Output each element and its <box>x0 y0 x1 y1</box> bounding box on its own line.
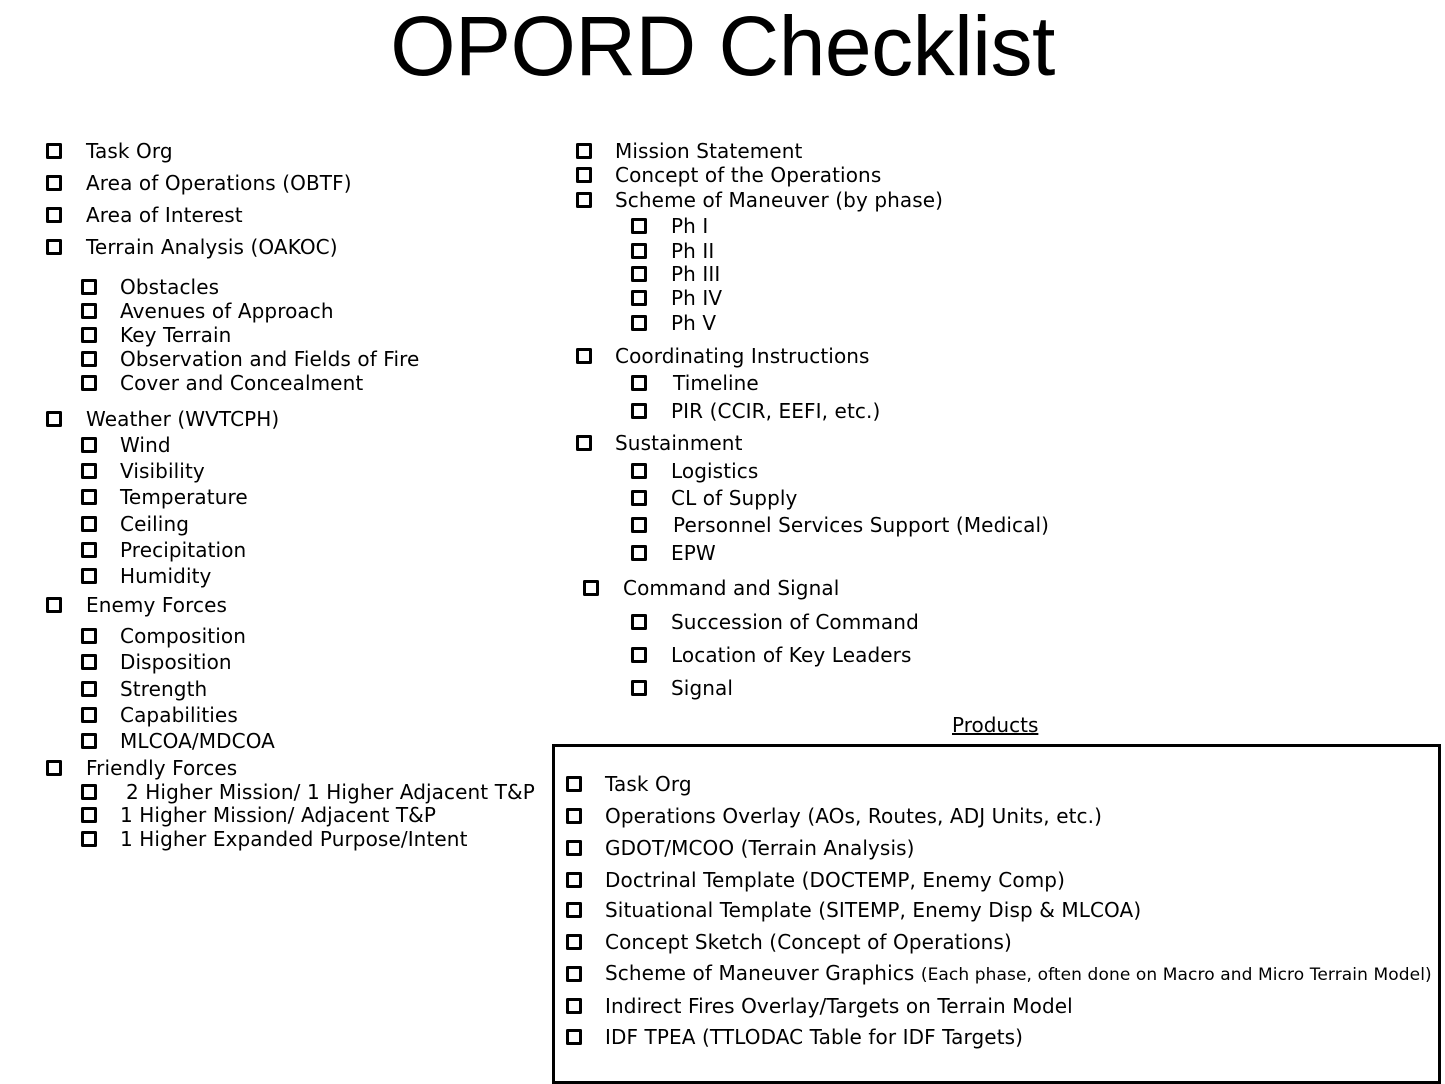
item-label: Doctrinal Template (DOCTEMP, Enemy Comp) <box>605 868 1065 892</box>
item-label: Command and Signal <box>623 576 840 600</box>
checkbox-icon[interactable] <box>631 545 647 561</box>
item-label: Task Org <box>86 139 173 163</box>
checkbox-icon[interactable] <box>81 279 97 295</box>
item-label: EPW <box>671 541 716 565</box>
item-label: Friendly Forces <box>86 756 238 780</box>
item-label: Personnel Services Support (Medical) <box>673 513 1050 537</box>
checklist-item-terrain-analysis[interactable] <box>46 234 338 260</box>
checklist-subitem[interactable] <box>81 458 205 484</box>
item-label: 1 Higher Expanded Purpose/Intent <box>120 827 468 851</box>
item-label: Visibility <box>120 459 205 483</box>
product-item[interactable] <box>566 929 1012 955</box>
checklist-item-friendly-forces[interactable] <box>46 755 237 781</box>
item-label: 1 Higher Mission/ Adjacent T&P <box>120 803 437 827</box>
checkbox-icon[interactable] <box>46 239 62 255</box>
item-label <box>605 960 1432 988</box>
checkbox-icon[interactable] <box>631 218 647 234</box>
item-label: Wind <box>120 433 171 457</box>
checkbox-icon[interactable] <box>81 463 97 479</box>
checkbox-icon[interactable] <box>81 807 97 823</box>
checklist-item-weather[interactable] <box>46 406 279 432</box>
item-label: Mission Statement <box>615 139 803 163</box>
checkbox-icon[interactable] <box>46 175 62 191</box>
checkbox-icon[interactable] <box>81 542 97 558</box>
checklist-subitem[interactable] <box>631 213 708 239</box>
checklist-subitem[interactable] <box>81 511 189 537</box>
checkbox-icon[interactable] <box>631 647 647 663</box>
item-label: Cover and Concealment <box>120 371 364 395</box>
checklist-item-task-org[interactable] <box>46 138 173 164</box>
product-item[interactable] <box>566 961 1432 987</box>
product-item[interactable] <box>566 835 915 861</box>
checklist-subitem[interactable] <box>81 274 219 300</box>
checklist-subitem[interactable] <box>81 432 171 458</box>
checkbox-icon[interactable] <box>81 516 97 532</box>
checkbox-icon[interactable] <box>631 614 647 630</box>
checklist-subitem[interactable] <box>81 802 436 828</box>
checkbox-icon[interactable] <box>631 517 647 533</box>
checklist-item-enemy-forces[interactable] <box>46 592 227 618</box>
checkbox-icon[interactable] <box>576 143 592 159</box>
products-heading: Products <box>952 713 1039 737</box>
checkbox-icon[interactable] <box>566 966 582 982</box>
item-label: Avenues of Approach <box>120 299 334 323</box>
checkbox-icon[interactable] <box>81 327 97 343</box>
item-label: Temperature <box>120 485 248 509</box>
item-label: Ph IV <box>671 286 723 310</box>
item-label: Logistics <box>671 459 759 483</box>
checkbox-icon[interactable] <box>576 192 592 208</box>
item-label: Situational Template (SITEMP, Enemy Disp & MLCOA) <box>605 898 1142 922</box>
product-item[interactable] <box>566 897 1141 923</box>
checkbox-icon[interactable] <box>631 680 647 696</box>
checkbox-icon[interactable] <box>46 411 62 427</box>
checklist-subitem[interactable] <box>81 676 207 702</box>
checklist-subitem[interactable] <box>631 398 880 424</box>
item-label: CL of Supply <box>671 486 798 510</box>
checkbox-icon[interactable] <box>631 403 647 419</box>
checklist-subitem[interactable] <box>81 563 211 589</box>
checkbox-icon[interactable] <box>631 243 647 259</box>
checkbox-icon[interactable] <box>631 463 647 479</box>
checklist-item-command-and-signal[interactable] <box>583 575 839 601</box>
checkbox-icon[interactable] <box>81 681 97 697</box>
item-label: Operations Overlay (AOs, Routes, ADJ Units, etc.) <box>605 804 1103 828</box>
checkbox-icon[interactable] <box>576 167 592 183</box>
checkbox-icon[interactable] <box>46 207 62 223</box>
checkbox-icon[interactable] <box>631 266 647 282</box>
checklist-subitem[interactable] <box>81 826 468 852</box>
checklist-subitem[interactable] <box>81 537 246 563</box>
checkbox-icon[interactable] <box>81 654 97 670</box>
checkbox-icon[interactable] <box>81 568 97 584</box>
item-label: Terrain Analysis (OAKOC) <box>86 235 338 259</box>
item-label: Coordinating Instructions <box>615 344 870 368</box>
checklist-subitem[interactable] <box>631 609 919 635</box>
scheme-graphics-note: (Each phase, often done on Macro and Micro Terrain Model) <box>920 965 1432 985</box>
item-label: Observation and Fields of Fire <box>120 347 420 371</box>
item-label: Obstacles <box>120 275 220 299</box>
checkbox-icon[interactable] <box>81 351 97 367</box>
item-label: GDOT/MCOO (Terrain Analysis) <box>605 836 915 860</box>
item-label: Concept of the Operations <box>615 163 882 187</box>
checklist-item-sustainment[interactable] <box>576 430 743 456</box>
checkbox-icon[interactable] <box>81 489 97 505</box>
checkbox-icon[interactable] <box>566 902 582 918</box>
checklist-subitem[interactable] <box>631 310 716 336</box>
item-label: Concept Sketch (Concept of Operations) <box>605 930 1012 954</box>
checklist-subitem[interactable] <box>81 346 419 372</box>
checkbox-icon[interactable] <box>566 998 582 1014</box>
checkbox-icon[interactable] <box>631 375 647 391</box>
item-label: Signal <box>671 676 734 700</box>
checkbox-icon[interactable] <box>566 840 582 856</box>
checkbox-icon[interactable] <box>631 490 647 506</box>
checklist-subitem[interactable] <box>81 484 248 510</box>
checkbox-icon[interactable] <box>566 1029 582 1045</box>
checklist-subitem[interactable] <box>81 322 231 348</box>
checklist-subitem[interactable] <box>631 540 716 566</box>
product-item[interactable] <box>566 771 692 797</box>
checklist-item-area-of-interest[interactable] <box>46 202 243 228</box>
checkbox-icon[interactable] <box>566 776 582 792</box>
checklist-subitem[interactable] <box>81 649 232 675</box>
item-label: MLCOA/MDCOA <box>120 729 275 753</box>
checklist-item-concept-of-operations[interactable] <box>576 162 881 188</box>
checkbox-icon[interactable] <box>81 784 97 800</box>
item-label: Capabilities <box>120 703 238 727</box>
item-label: Ph V <box>671 311 717 335</box>
item-label: Key Terrain <box>120 323 232 347</box>
item-label: Humidity <box>120 564 212 588</box>
item-label: Precipitation <box>120 538 247 562</box>
item-label: Location of Key Leaders <box>671 643 912 667</box>
checkbox-icon[interactable] <box>631 315 647 331</box>
checklist-subitem[interactable] <box>631 285 722 311</box>
checklist-item-mission-statement[interactable] <box>576 138 802 164</box>
item-label: IDF TPEA (TTLODAC Table for IDF Targets) <box>605 1025 1024 1049</box>
checkbox-icon[interactable] <box>566 872 582 888</box>
checklist-subitem[interactable] <box>81 298 334 324</box>
item-label: Sustainment <box>615 431 743 455</box>
checklist-subitem[interactable] <box>631 458 758 484</box>
item-label: Indirect Fires Overlay/Targets on Terrain Model <box>605 994 1073 1018</box>
checkbox-icon[interactable] <box>46 597 62 613</box>
checkbox-icon[interactable] <box>81 303 97 319</box>
checklist-subitem[interactable] <box>631 642 912 668</box>
checklist-subitem[interactable] <box>81 702 238 728</box>
item-label: PIR (CCIR, EEFI, etc.) <box>671 399 881 423</box>
checkbox-icon[interactable] <box>576 435 592 451</box>
page-title: OPORD Checklist <box>390 0 1055 93</box>
checkbox-icon[interactable] <box>81 437 97 453</box>
checkbox-icon[interactable] <box>631 290 647 306</box>
checklist-subitem[interactable] <box>81 370 363 396</box>
checklist-subitem[interactable] <box>81 728 275 754</box>
checklist-subitem[interactable] <box>631 675 733 701</box>
item-label: Ph III <box>671 262 721 286</box>
checklist-subitem[interactable] <box>631 485 797 511</box>
checklist-subitem[interactable] <box>631 512 1049 538</box>
item-label: Area of Operations (OBTF) <box>86 171 352 195</box>
product-item[interactable] <box>566 867 1065 893</box>
checklist-item-coordinating-instructions[interactable] <box>576 343 870 369</box>
checkbox-icon[interactable] <box>81 831 97 847</box>
item-label: Enemy Forces <box>86 593 228 617</box>
checkbox-icon[interactable] <box>81 628 97 644</box>
checkbox-icon[interactable] <box>81 733 97 749</box>
item-label: Area of Interest <box>86 203 243 227</box>
item-label: Ph II <box>671 239 715 263</box>
item-label: Weather (WVTCPH) <box>86 407 280 431</box>
product-item[interactable] <box>566 803 1102 829</box>
checkbox-icon[interactable] <box>576 348 592 364</box>
checklist-subitem[interactable] <box>81 623 246 649</box>
item-label: Scheme of Maneuver (by phase) <box>615 188 944 212</box>
item-label: Strength <box>120 677 208 701</box>
item-label: Ph I <box>671 214 709 238</box>
product-item[interactable] <box>566 993 1073 1019</box>
checklist-subitem[interactable] <box>631 370 759 396</box>
item-label: Ceiling <box>120 512 190 536</box>
checkbox-icon[interactable] <box>46 143 62 159</box>
checkbox-icon[interactable] <box>46 760 62 776</box>
checkbox-icon[interactable] <box>81 707 97 723</box>
checkbox-icon[interactable] <box>81 375 97 391</box>
item-label: Succession of Command <box>671 610 919 634</box>
checkbox-icon[interactable] <box>566 808 582 824</box>
checklist-subitem[interactable] <box>631 261 720 287</box>
item-label: Timeline <box>673 371 759 395</box>
checklist-item-area-of-operations[interactable] <box>46 170 352 196</box>
item-label: Composition <box>120 624 247 648</box>
product-item[interactable] <box>566 1024 1023 1050</box>
item-label: Disposition <box>120 650 232 674</box>
item-label: Task Org <box>605 772 692 796</box>
checkbox-icon[interactable] <box>583 580 599 596</box>
scheme-graphics-label: Scheme of Maneuver Graphics <box>605 961 915 985</box>
checkbox-icon[interactable] <box>566 934 582 950</box>
item-label: 2 Higher Mission/ 1 Higher Adjacent T&P <box>126 780 535 804</box>
checklist-item-scheme-of-maneuver[interactable] <box>576 187 943 213</box>
